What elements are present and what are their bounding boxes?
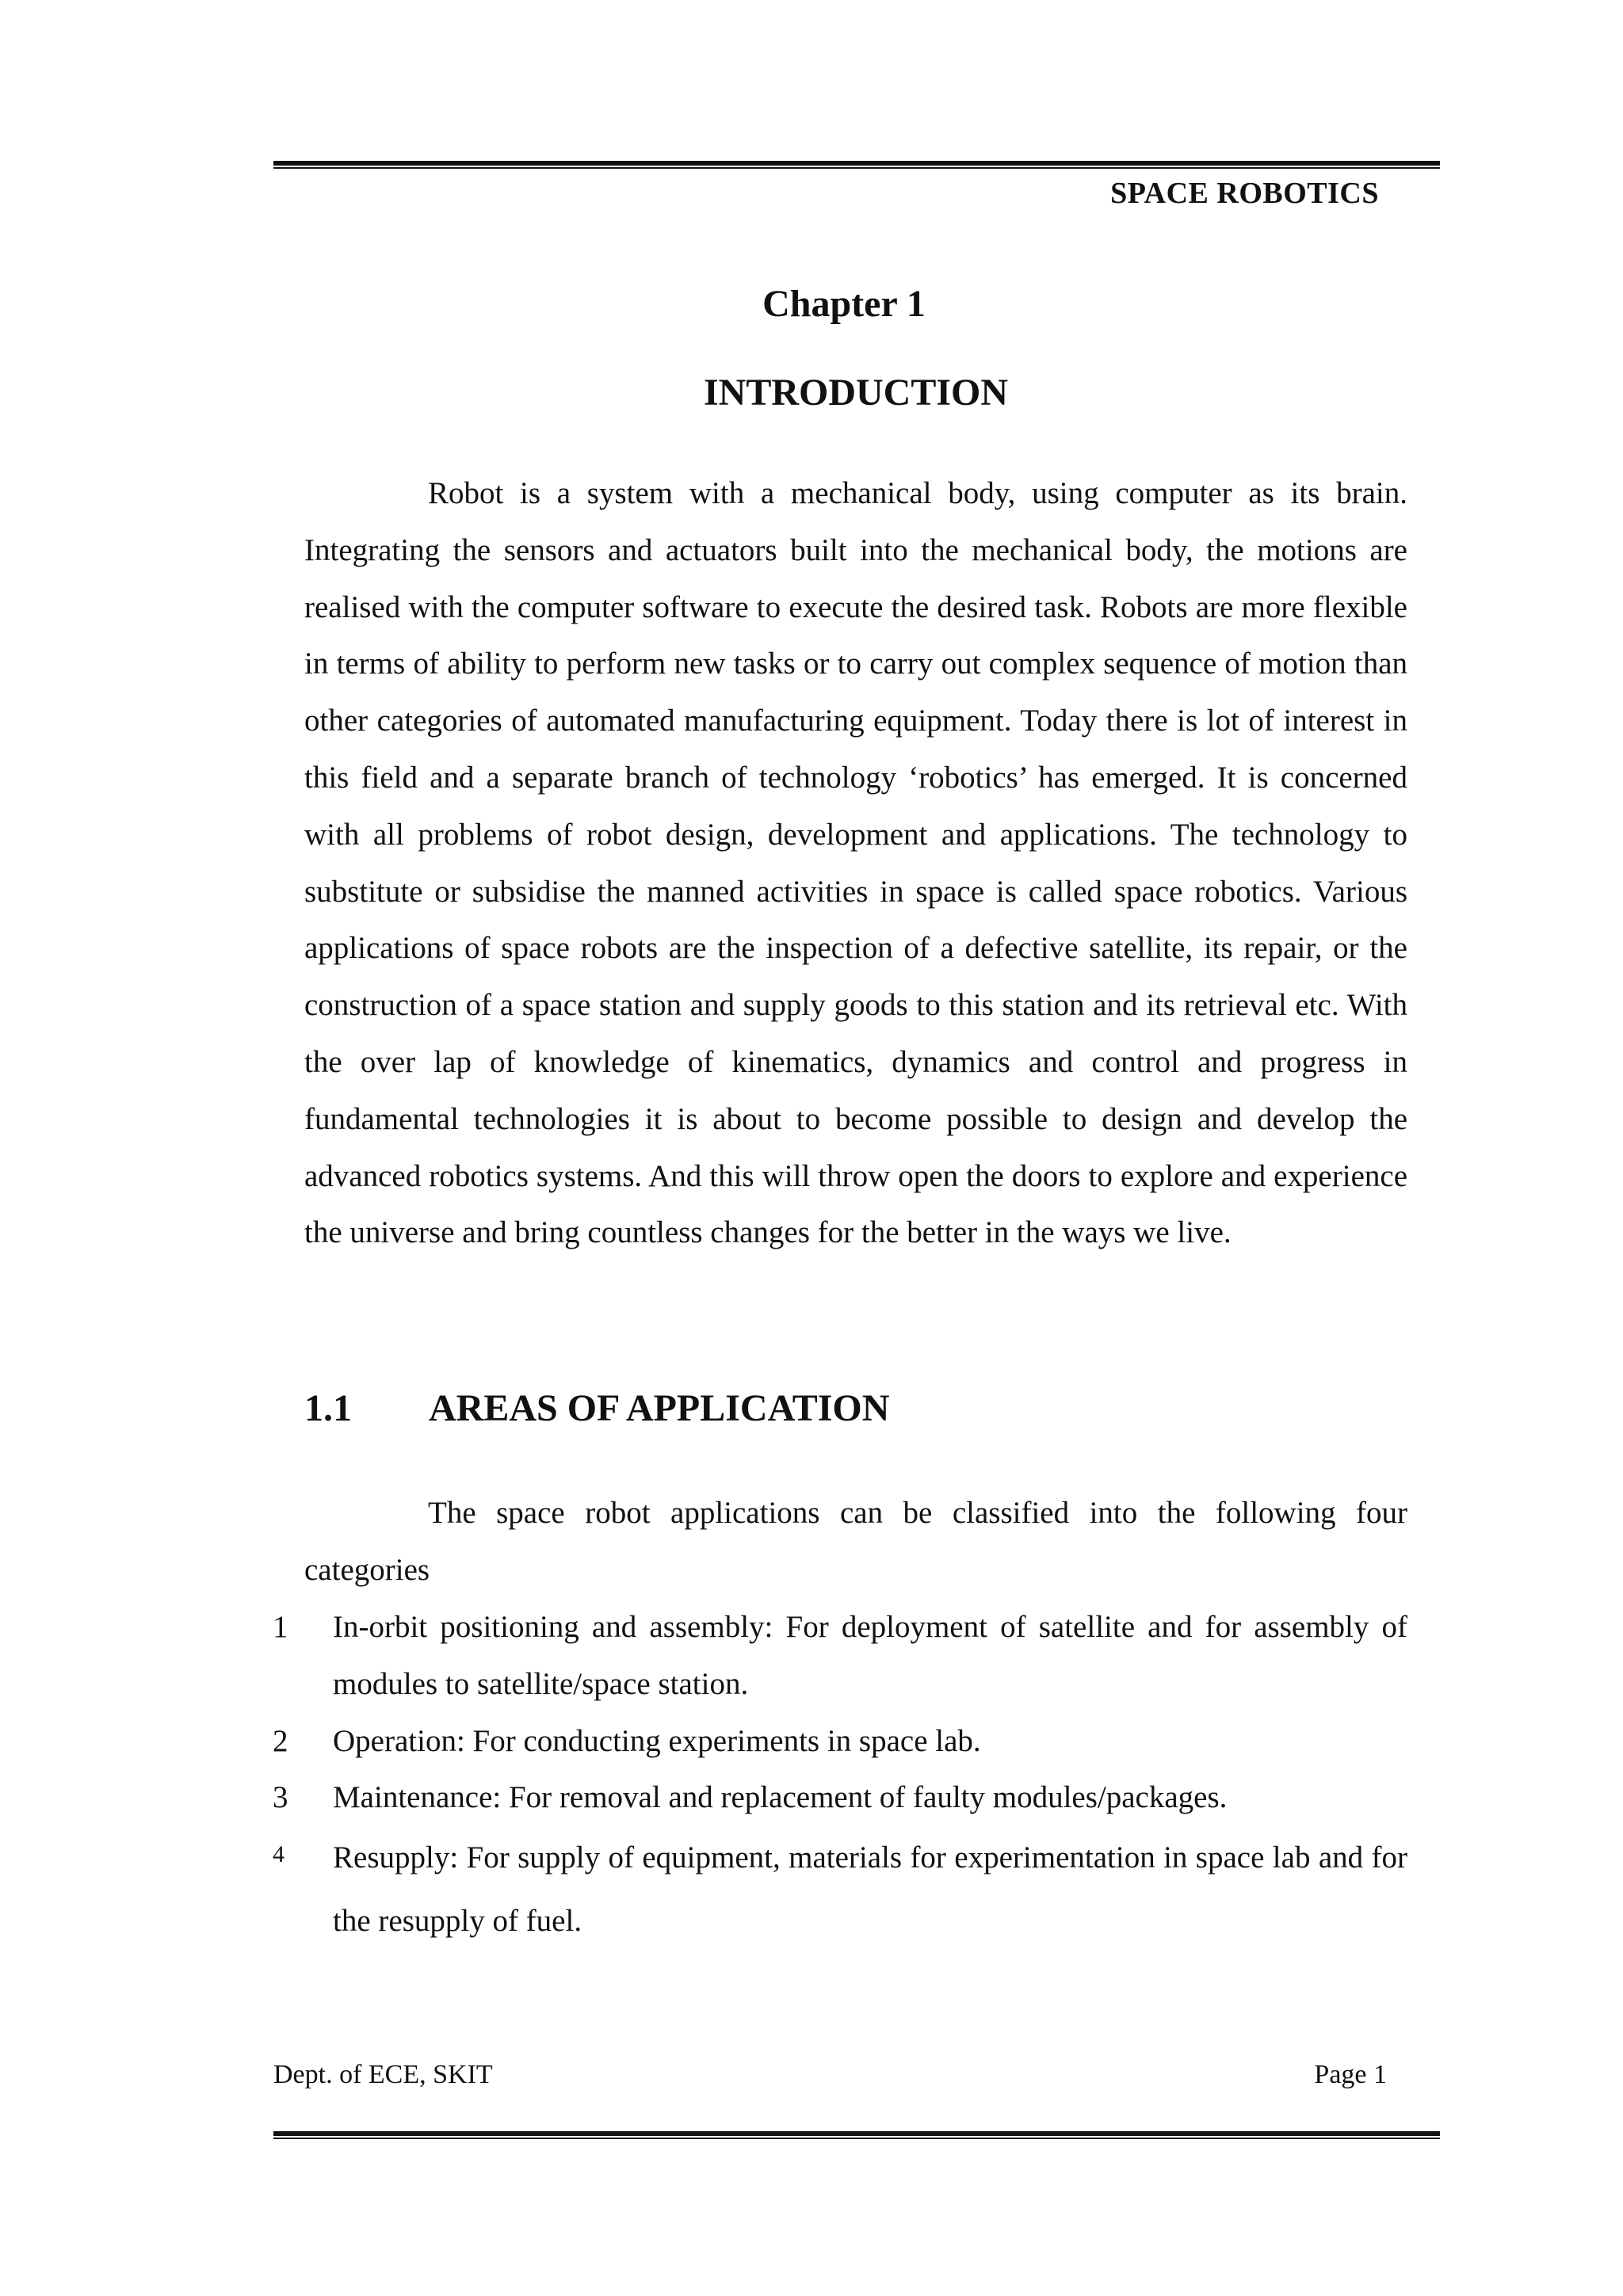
list-item <box>269 1713 1407 1770</box>
list-item <box>269 1826 1407 1953</box>
list-item <box>269 1599 1407 1713</box>
running-header-title: SPACE ROBOTICS <box>1110 177 1379 210</box>
section-heading <box>304 1386 889 1430</box>
footer-department: Dept. of ECE, SKIT <box>273 2060 493 2089</box>
footer-page-number: Page 1 <box>1314 2060 1387 2089</box>
list-item-text: Maintenance: For removal and replacement of faulty modules/packages. <box>333 1780 1228 1815</box>
section-number: 1.1 <box>304 1387 352 1429</box>
list-item-number: 3 <box>273 1780 288 1815</box>
chapter-label: Chapter 1 <box>762 283 926 325</box>
applications-list <box>269 1599 1407 1953</box>
section-title: AREAS OF APPLICATION <box>429 1387 890 1429</box>
intro-paragraph: Robot is a system with a mechanical body, using computer as its brain. Integrating the sensors and actuators built into the mechanical body, the motions are realised with the computer software to execute the desired task. Robots are more flexible in terms of ability to perform new tasks or to carry out complex sequence of motion than other categories of automated manufacturing equipment. Today there is lot of interest in this field and a separate branch of technology ‘robotics’ has emerged. It is concerned with all problems of robot design, development and applications. The technology to substitute or subsidise the manned activities in space is called space robotics. Various applications of space robots are the inspection of a defective satellite, its repair, or the construction of a space station and supply goods to this station and its retrieval etc. With the over lap of knowledge of kinematics, dynamics and control and progress in fundamental technologies it is about to become possible to design and develop the advanced robotics systems. And this will throw open the doors to explore and experience the universe and bring countless changes for the better in the ways we live. <box>304 476 1407 1250</box>
header-double-rule <box>273 161 1440 170</box>
list-item-number: 4 <box>273 1841 285 1868</box>
list-item-number: 1 <box>273 1610 288 1644</box>
footer-rule-thick <box>273 2131 1440 2136</box>
list-item-text: In-orbit positioning and assembly: For deployment of satellite and for assembly of modules to satellite/space station. <box>333 1610 1407 1701</box>
header-rule-thick <box>273 161 1440 166</box>
section-intro-paragraph: The space robot applications can be classified into the following four categories <box>304 1496 1407 1587</box>
list-item-text: Operation: For conducting experiments in space lab. <box>333 1723 981 1758</box>
list-item-number: 2 <box>273 1723 288 1758</box>
list-item <box>269 1769 1407 1826</box>
list-item-text: Resupply: For supply of equipment, materials for experimentation in space lab and for the resupply of fuel. <box>333 1840 1407 1939</box>
footer-double-rule <box>273 2131 1440 2140</box>
chapter-title: INTRODUCTION <box>703 372 1009 414</box>
footer-rule-thin <box>273 2138 1440 2139</box>
header-rule-thin <box>273 167 1440 169</box>
